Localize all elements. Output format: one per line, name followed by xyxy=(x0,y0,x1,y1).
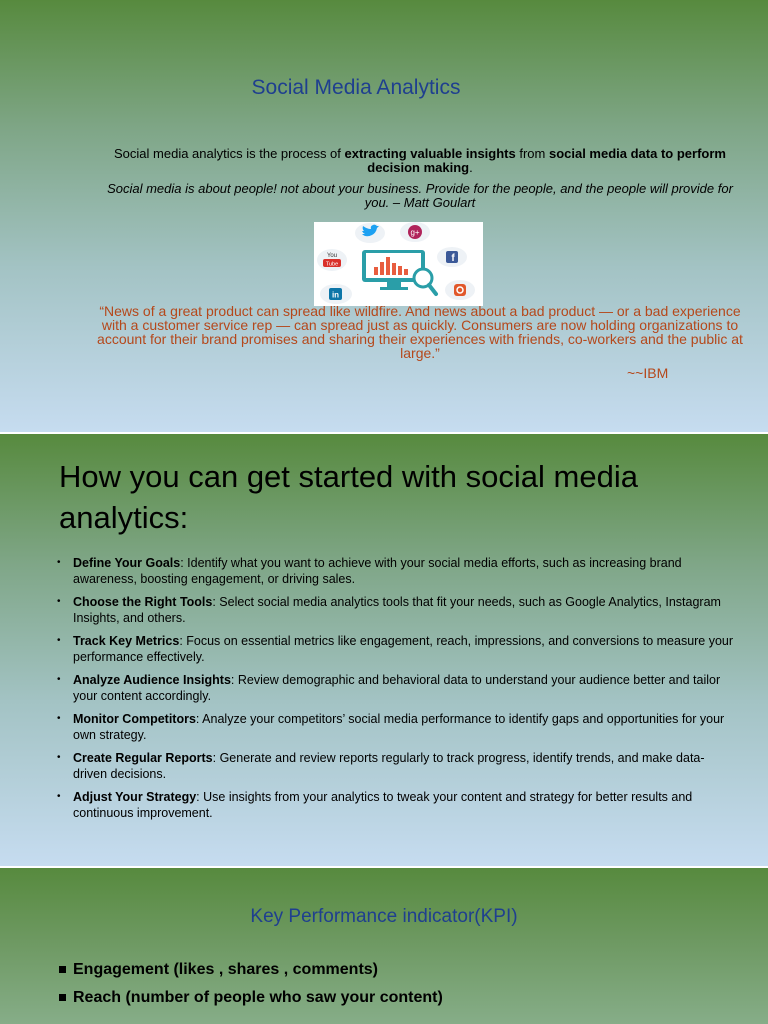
magnifier-icon xyxy=(414,269,436,294)
list-item xyxy=(59,960,739,980)
steps-list xyxy=(56,555,736,828)
slide-kpi xyxy=(0,868,768,1024)
linkedin-label: in xyxy=(331,290,340,300)
definition-bold-insights: extracting valuable insights xyxy=(344,146,516,161)
bullet-marker: • xyxy=(57,752,61,763)
definition-bold-data: social media data to perform decision making xyxy=(367,146,726,175)
slide-social-media-analytics xyxy=(0,0,768,432)
definition-text: Social media analytics is the process of xyxy=(114,146,345,161)
step-term: Monitor Competitors xyxy=(73,712,196,726)
youtube-label-bottom: Tube xyxy=(325,261,339,268)
goulart-quote: Social media is about people! not about your business. Provide for the people, and the people will provide for you. – Matt Goulart xyxy=(107,181,733,210)
facebook-icon xyxy=(437,247,467,267)
list-item xyxy=(56,555,736,587)
bullet-marker: • xyxy=(57,713,61,724)
square-bullet-icon xyxy=(59,966,66,973)
step-term: Analyze Audience Insights xyxy=(73,673,231,687)
ibm-attribution: ~~IBM xyxy=(627,365,669,381)
kpi-text: Engagement (likes , shares , comments) xyxy=(73,961,378,978)
step-term: Define Your Goals xyxy=(73,556,181,570)
step-text: : Analyze your competitors’ social media performance to identify gaps and opportunities for your own strategy. xyxy=(73,712,725,742)
slide-getting-started xyxy=(0,434,768,866)
google-plus-icon xyxy=(400,222,430,242)
step-term: Adjust Your Strategy xyxy=(73,790,197,804)
bullet-marker: • xyxy=(57,674,61,685)
definition-paragraph xyxy=(100,147,740,175)
square-bullet-icon xyxy=(59,994,66,1001)
bullet-marker: • xyxy=(57,557,61,568)
list-item xyxy=(56,750,736,782)
facebook-label: f xyxy=(451,253,455,264)
step-term: Create Regular Reports xyxy=(73,751,213,765)
youtube-label-top: You xyxy=(326,253,338,259)
kpi-list xyxy=(59,960,739,1016)
bullet-marker: • xyxy=(57,635,61,646)
step-text: : Review demographic and behavioral data to understand your audience better and tailor your content accordingly. xyxy=(73,673,721,703)
list-item xyxy=(59,988,739,1008)
list-item xyxy=(56,672,736,704)
slide-title: Key Performance indicator(KPI) xyxy=(250,906,518,927)
linkedin-icon xyxy=(320,284,352,304)
step-text: : Use insights from your analytics to tweak your content and strategy for better results and continuous improvement. xyxy=(73,790,693,820)
definition-text: . xyxy=(469,160,473,175)
list-item xyxy=(56,789,736,821)
list-item xyxy=(56,594,736,626)
step-text: : Identify what you want to achieve with your social media efforts, such as increasing brand awareness, boosting engagement, or driving sales. xyxy=(73,556,682,586)
twitter-icon xyxy=(355,223,385,243)
step-text: : Generate and review reports regularly to track progress, identify trends, and make data-driven decisions. xyxy=(73,751,705,781)
slide-title: How you can get started with social media analytics: xyxy=(59,459,638,535)
google-plus-label: g+ xyxy=(410,228,420,237)
definition-text: from xyxy=(515,146,549,161)
list-item xyxy=(56,711,736,743)
social-analytics-illustration xyxy=(314,222,483,306)
bullet-marker: • xyxy=(57,596,61,607)
list-item xyxy=(56,633,736,665)
slide-title: Social Media Analytics xyxy=(251,76,461,99)
kpi-text: Reach (number of people who saw your content) xyxy=(73,989,443,1006)
step-text: : Focus on essential metrics like engagement, reach, impressions, and conversions to measure your performance effectively. xyxy=(73,634,734,664)
step-term: Track Key Metrics xyxy=(73,634,180,648)
instagram-icon xyxy=(445,280,475,300)
step-term: Choose the Right Tools xyxy=(73,595,213,609)
youtube-icon xyxy=(317,249,347,271)
step-text: : Select social media analytics tools that fit your needs, such as Google Analytics, Instagram Insights, and others. xyxy=(73,595,721,625)
ibm-quote: “News of a great product can spread like wildfire. And news about a bad product — or a bad experience with a customer service rep — can spread just as quickly. Consumers are now holding organizations to account for their brand promises and sharing their experiences with friends, co-workers and the public at large.” xyxy=(97,303,743,361)
bullet-marker: • xyxy=(57,791,61,802)
